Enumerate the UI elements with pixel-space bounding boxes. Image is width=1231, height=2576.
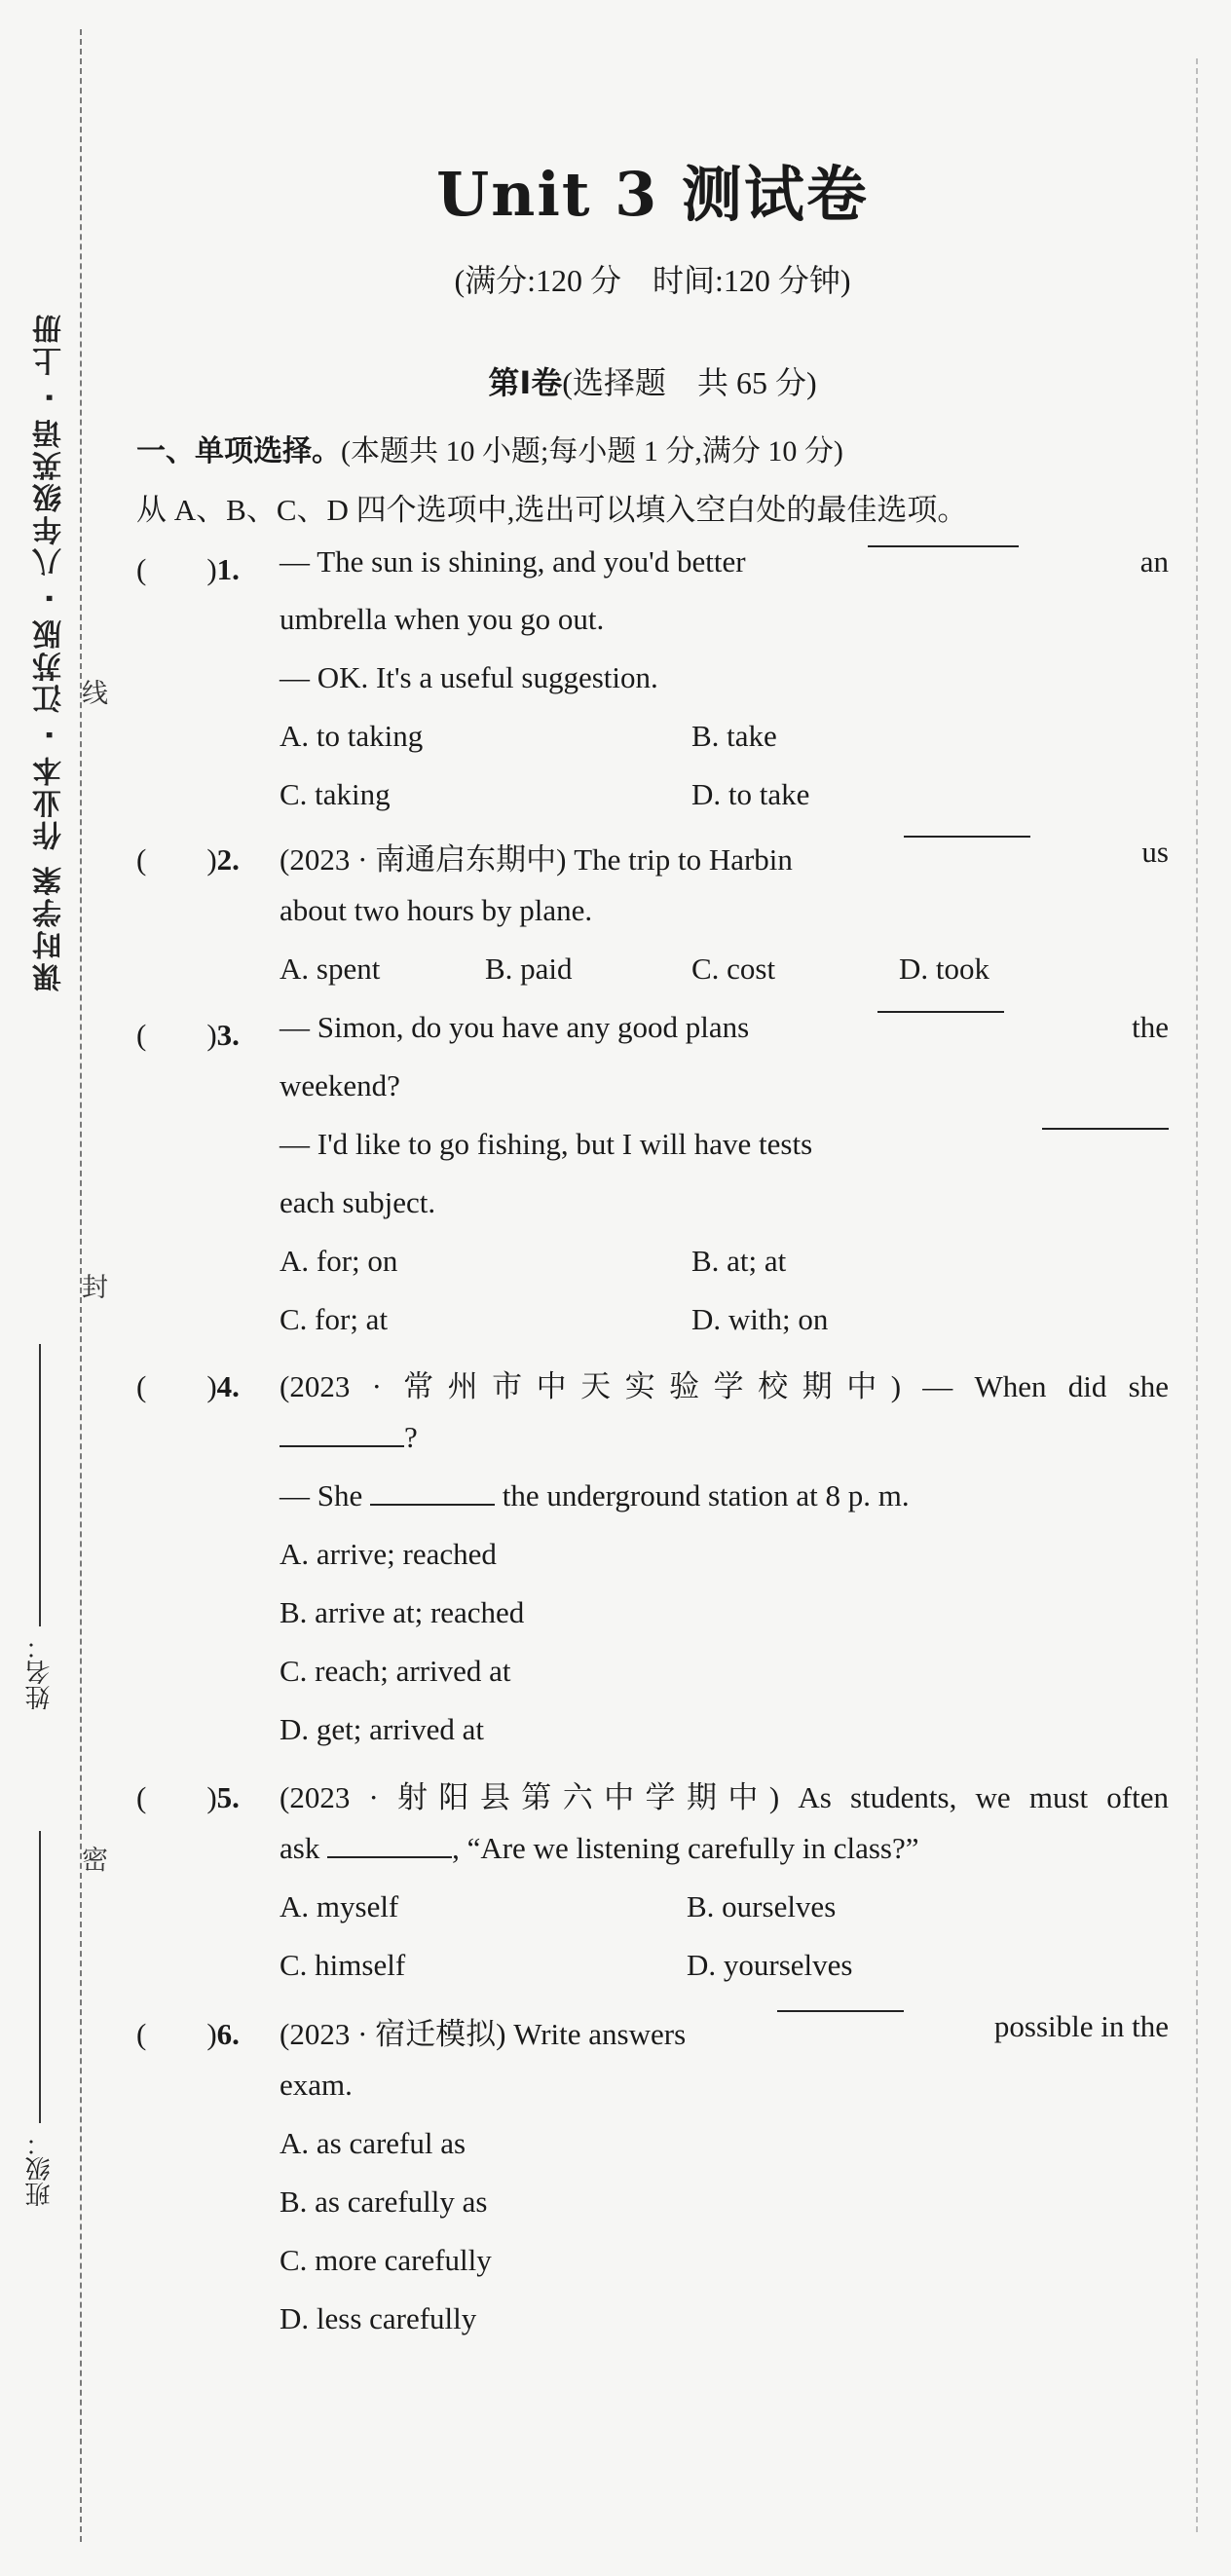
option-1b: B. take bbox=[691, 719, 777, 753]
option-5d: D. yourselves bbox=[687, 1948, 853, 1982]
part-label: 第Ⅰ卷 bbox=[488, 364, 563, 401]
option-5b: B. ourselves bbox=[687, 1889, 837, 1923]
right-edge-dashed-line bbox=[1196, 58, 1198, 2532]
option-1d: D. to take bbox=[691, 777, 810, 811]
option-3a: A. for; on bbox=[280, 1244, 398, 1278]
part-description: (选择题 共 65 分) bbox=[562, 365, 817, 400]
option-2a: A. spent bbox=[280, 952, 381, 986]
question-3-stem: — Simon, do you have any good plans the bbox=[280, 1010, 1169, 1044]
option-5c: C. himself bbox=[280, 1948, 406, 1982]
question-6-stem-cont: exam. bbox=[280, 2068, 353, 2102]
question-1-stem: — The sun is shining, and you'd better an bbox=[280, 544, 1169, 579]
question-number: 5. bbox=[216, 1780, 240, 1814]
answer-blank bbox=[777, 2009, 904, 2012]
question-5-stem: (2023 · 射阳县第六中学期中) As students, we must often bbox=[280, 1780, 1169, 1814]
answer-bracket-4[interactable]: ( )4. bbox=[136, 1369, 240, 1403]
option-3b: B. at; at bbox=[691, 1244, 787, 1278]
section-heading bbox=[136, 427, 843, 469]
question-number: 1. bbox=[216, 552, 240, 586]
question-1-reply: — OK. It's a useful suggestion. bbox=[280, 660, 658, 694]
class-field-label: 班级： bbox=[25, 2131, 55, 2207]
margin-mark-feng: 封 bbox=[82, 1273, 108, 1303]
answer-blank bbox=[868, 544, 1019, 547]
option-1a: A. to taking bbox=[280, 719, 424, 753]
question-3-reply: — I'd like to go fishing, but I will have tests bbox=[280, 1127, 1169, 1162]
score-time-info: (满分:120 分 时间:120 分钟) bbox=[454, 263, 851, 298]
answer-bracket-3[interactable]: ( )3. bbox=[136, 1018, 240, 1052]
option-3d: D. with; on bbox=[691, 1302, 829, 1336]
answer-bracket-2[interactable]: ( )2. bbox=[136, 842, 240, 877]
answer-blank bbox=[904, 835, 1030, 838]
answer-blank bbox=[370, 1503, 495, 1506]
question-4-stem-cont: ? bbox=[280, 1420, 418, 1455]
question-4-stem: (2023 · 常州市中天实验学校期中) — When did she bbox=[280, 1369, 1169, 1403]
book-series-label: 课时学案 作业本 · 江苏版 · 八年级英语 · 上册 bbox=[33, 312, 67, 992]
name-field[interactable] bbox=[21, 1344, 57, 1710]
question-4-reply: — She the underground station at 8 p. m. bbox=[280, 1478, 910, 1512]
margin-mark-xian: 线 bbox=[82, 679, 108, 709]
option-4c: C. reach; arrived at bbox=[280, 1654, 511, 1688]
option-2c: C. cost bbox=[691, 952, 776, 986]
answer-bracket-5[interactable]: ( )5. bbox=[136, 1780, 240, 1814]
question-6-stem: (2023 · 宿迁模拟) Write answers possible in the bbox=[280, 2009, 1169, 2051]
question-number: 3. bbox=[216, 1018, 240, 1052]
option-5a: A. myself bbox=[280, 1889, 399, 1923]
section-label: 一、单项选择。 bbox=[136, 434, 341, 468]
option-6d: D. less carefully bbox=[280, 2301, 477, 2335]
option-1c: C. taking bbox=[280, 777, 391, 811]
margin-mark-mi: 密 bbox=[82, 1846, 108, 1876]
option-2b: B. paid bbox=[485, 952, 573, 986]
question-2-stem-cont: about two hours by plane. bbox=[280, 893, 593, 927]
question-number: 2. bbox=[216, 842, 240, 877]
section-description: (本题共 10 小题;每小题 1 分,满分 10 分) bbox=[341, 435, 843, 467]
option-4a: A. arrive; reached bbox=[280, 1537, 497, 1571]
part-heading bbox=[136, 358, 1169, 403]
question-2-stem: (2023 · 南通启东期中) The trip to Harbin us bbox=[280, 835, 1169, 877]
answer-blank bbox=[1042, 1127, 1169, 1130]
answer-bracket-1[interactable]: ( )1. bbox=[136, 552, 240, 586]
section-instruction: 从 A、B、C、D 四个选项中,选出可以填入空白处的最佳选项。 bbox=[136, 493, 968, 527]
answer-blank bbox=[877, 1010, 1004, 1013]
question-1-stem-cont: umbrella when you go out. bbox=[280, 602, 605, 636]
page-title: Unit 3 测试卷 bbox=[436, 159, 869, 230]
question-number: 4. bbox=[216, 1369, 240, 1403]
name-field-label: 姓名： bbox=[25, 1634, 55, 1710]
question-3-stem-cont: weekend? bbox=[280, 1068, 400, 1102]
answer-bracket-6[interactable]: ( )6. bbox=[136, 2017, 240, 2051]
question-5-stem-cont: ask , “Are we listening carefully in class?” bbox=[280, 1831, 919, 1865]
answer-blank bbox=[280, 1444, 404, 1447]
option-3c: C. for; at bbox=[280, 1302, 389, 1336]
option-6b: B. as carefully as bbox=[280, 2184, 488, 2219]
option-2d: D. took bbox=[899, 952, 989, 986]
question-number: 6. bbox=[216, 2017, 240, 2051]
question-3-reply-cont: each subject. bbox=[280, 1185, 436, 1219]
option-4b: B. arrive at; reached bbox=[280, 1595, 525, 1629]
answer-blank bbox=[327, 1855, 452, 1858]
class-field[interactable] bbox=[21, 1831, 57, 2207]
option-6c: C. more carefully bbox=[280, 2243, 492, 2277]
option-4d: D. get; arrived at bbox=[280, 1712, 485, 1746]
option-6a: A. as careful as bbox=[280, 2126, 466, 2160]
